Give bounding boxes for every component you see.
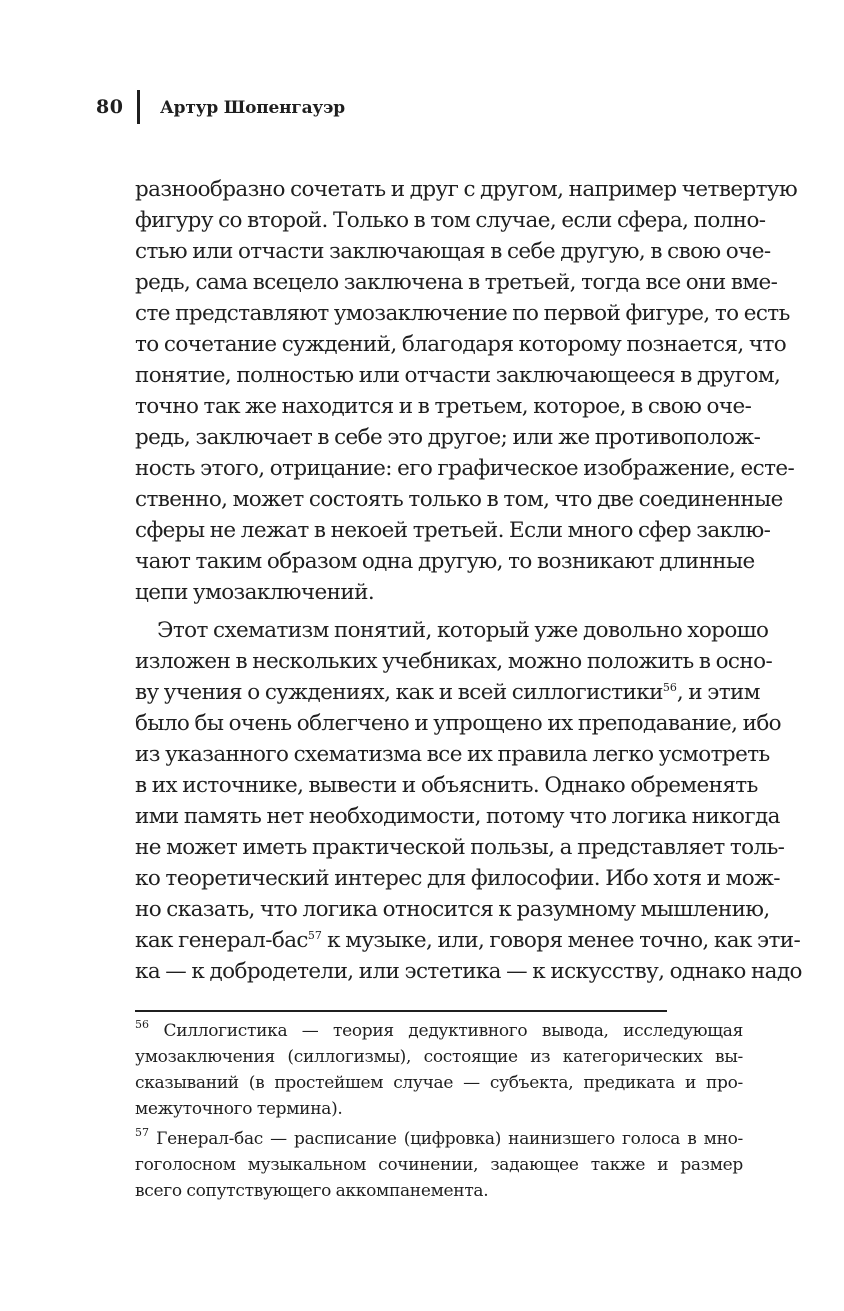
body-line: то сочетание суждений, благодаря которому познается, что: [135, 332, 787, 357]
body-line: ка — к добродетели, или эстетика — к искусству, однако надо: [135, 959, 802, 984]
body-line: ими память нет необходимости, потому что логика никогда: [135, 804, 780, 829]
footnote-line: всего сопутствующего аккомпанемента.: [135, 1181, 489, 1201]
body-line: изложен в нескольких учебниках, можно положить в осно-: [135, 649, 773, 674]
body-line-part: , и этим: [676, 680, 760, 705]
body-line: сте представляют умозаключение по первой фигуре, то есть: [135, 301, 790, 326]
footnote-text: Силлогистика — теория дедуктивного вывода, исследующая: [149, 1021, 743, 1041]
body-line-part: как генерал-бас: [135, 928, 308, 953]
footnote-line: межуточного термина).: [135, 1099, 343, 1119]
body-line: ность этого, отрицание: его графическое изображение, есте-: [135, 456, 795, 481]
body-line: редь, заключает в себе это другое; или же противополож-: [135, 425, 761, 450]
body-line-part: к музыке, или, говоря менее точно, как эти-: [321, 928, 801, 953]
body-line: но сказать, что логика относится к разумному мышлению,: [135, 897, 770, 922]
body-line: разнообразно сочетать и друг с другом, например четвертую: [135, 177, 798, 202]
body-line: фигуру со второй. Только в том случае, если сфера, полно-: [135, 208, 766, 233]
footnote-text: Генерал-бас — расписание (цифровка) наинизшего голоса в мно-: [149, 1129, 743, 1149]
body-line: было бы очень облегчено и упрощено их преподавание, ибо: [135, 711, 782, 736]
body-line-part: ву учения о суждениях, как и всей силлогистики: [135, 680, 663, 705]
body-line: чают таким образом одна другую, то возникают длинные: [135, 549, 755, 574]
page-number: 80: [96, 96, 124, 118]
footnote-line: гоголосном музыкальном сочинении, задающее также и размер: [135, 1155, 743, 1175]
body-line: [135, 925, 801, 956]
footnote-ref-56[interactable]: 56: [662, 681, 677, 694]
footnote-line: [135, 1018, 743, 1044]
body-line: цепи умозаключений.: [135, 580, 375, 605]
body-line: Этот схематизм понятий, который уже довольно хорошо: [157, 618, 769, 643]
body-line: [135, 677, 760, 708]
body-line: сферы не лежат в некоей третьей. Если много сфер заклю-: [135, 518, 771, 543]
body-line: редь, сама всецело заключена в третьей, тогда все они вме-: [135, 270, 778, 295]
body-line: из указанного схематизма все их правила легко усмотреть: [135, 742, 770, 767]
footnote-line: умозаключения (силлогизмы), состоящие из категорических вы-: [135, 1047, 743, 1067]
footnote-ref-57[interactable]: 57: [307, 929, 322, 942]
footnote-number: 56: [135, 1018, 149, 1031]
body-line: ственно, может состоять только в том, что две соединенные: [135, 487, 783, 512]
header-divider: [137, 90, 140, 124]
body-line: не может иметь практической пользы, а представляет толь-: [135, 835, 785, 860]
running-title: Артур Шопенгауэр: [160, 98, 345, 118]
footnote-line: сказываний (в простейшем случае — субъекта, предиката и про-: [135, 1073, 743, 1093]
footnote-number: 57: [135, 1126, 149, 1139]
body-line: в их источнике, вывести и объяснить. Однако обременять: [135, 773, 758, 798]
footnote-line: [135, 1126, 743, 1152]
body-line: понятие, полностью или отчасти заключающееся в другом,: [135, 363, 781, 388]
body-line: точно так же находится и в третьем, которое, в свою оче-: [135, 394, 752, 419]
body-line: стью или отчасти заключающая в себе другую, в свою оче-: [135, 239, 771, 264]
body-line: ко теоретический интерес для философии. Ибо хотя и мож-: [135, 866, 780, 891]
footnote-divider: [135, 1010, 667, 1012]
